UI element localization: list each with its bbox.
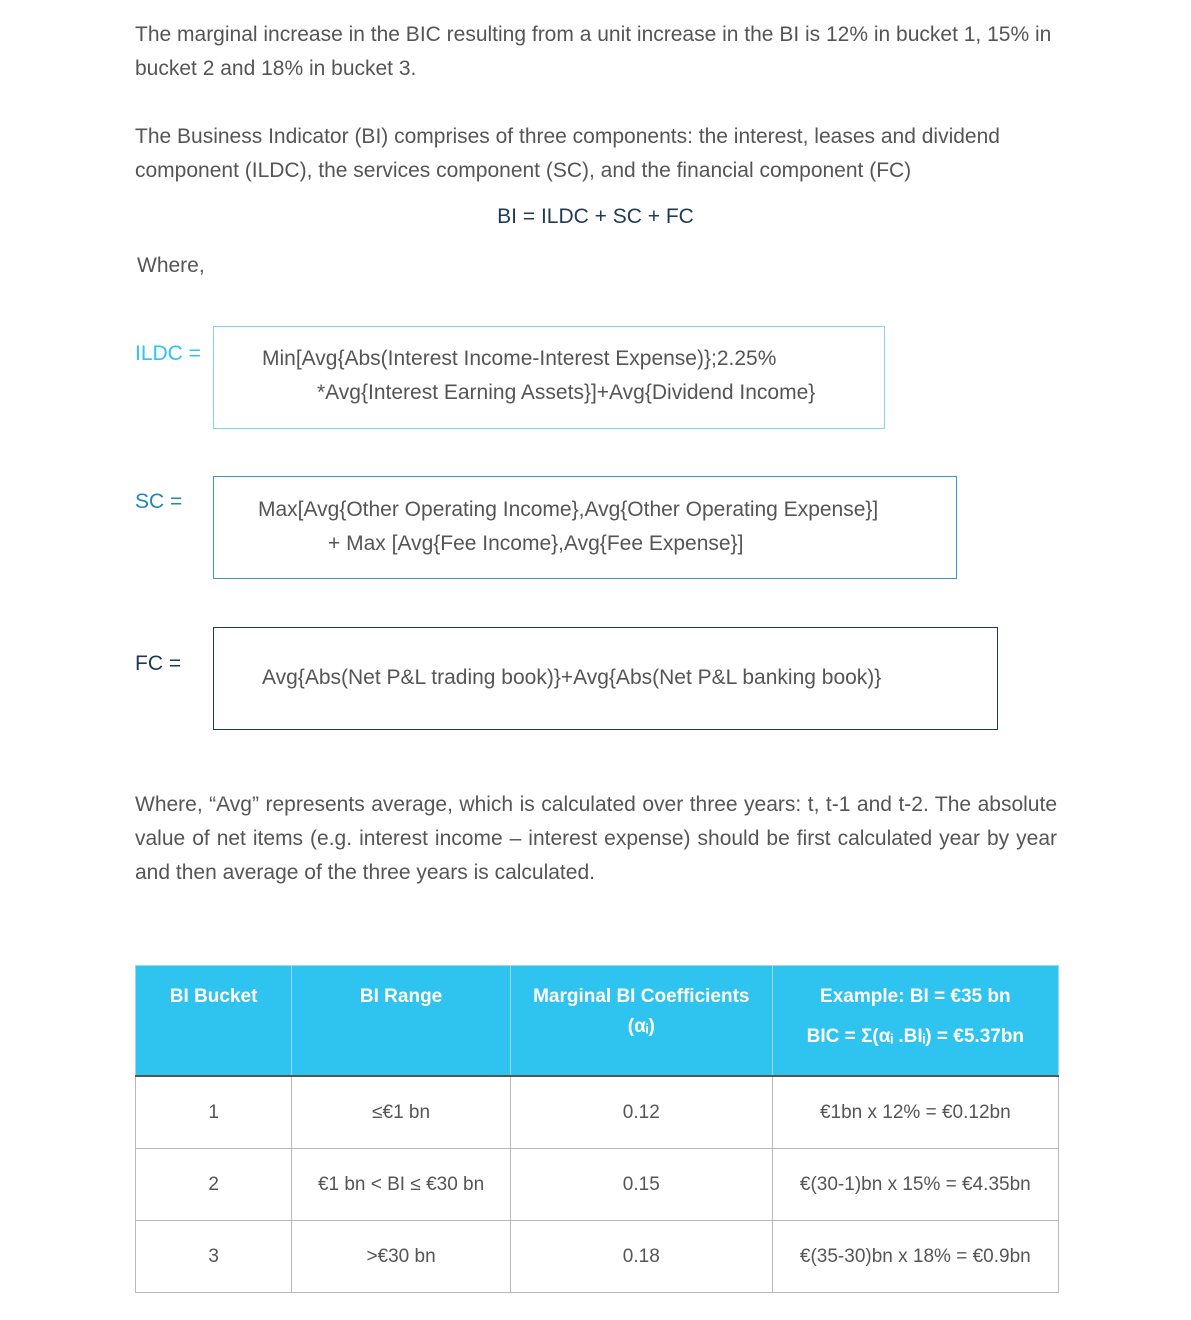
cell-example: €(30-1)bn x 15% = €4.35bn (772, 1149, 1058, 1221)
cell-example: €1bn x 12% = €0.12bn (772, 1076, 1058, 1149)
cell-bucket: 2 (136, 1149, 292, 1221)
sc-label: SC = (135, 490, 183, 513)
header-bi-bucket: BI Bucket (136, 966, 292, 1077)
average-note-paragraph: Where, “Avg” represents average, which is calculated over three years: t, t-1 and t-2. The absolute value of net items (e.g. interest income – interest expense) should be first calculated year by year and then average of the three years is calculated. (135, 793, 1057, 884)
sc-formula-line-2: + Max [Avg{Fee Income},Avg{Fee Expense}] (328, 532, 744, 555)
table-row (136, 1221, 1059, 1293)
header-coeff-symbol: (αᵢ) (627, 1016, 655, 1037)
ildc-label: ILDC = (135, 342, 201, 365)
header-example (772, 966, 1058, 1077)
header-example-line-2: BIC = Σ(αᵢ .BIᵢ) = €5.37bn (806, 1026, 1025, 1047)
ildc-formula-line-1: Min[Avg{Abs(Interest Income-Interest Expense)};2.25% (262, 347, 777, 370)
header-bi-range: BI Range (292, 966, 511, 1077)
bi-bucket-table (135, 965, 1059, 1293)
cell-range: >€30 bn (292, 1221, 511, 1293)
cell-bucket: 3 (136, 1221, 292, 1293)
table-header-row (136, 966, 1059, 1077)
fc-label: FC = (135, 652, 182, 675)
cell-bucket: 1 (136, 1076, 292, 1149)
header-marginal-coefficients (510, 966, 772, 1077)
cell-coeff: 0.15 (510, 1149, 772, 1221)
fc-formula-box (213, 627, 998, 730)
header-example-line-1: Example: BI = €35 bn (820, 986, 1011, 1007)
business-indicator-paragraph: The Business Indicator (BI) comprises of three components: the interest, leases and dividend component (ILDC), the services component (SC), and the financial component (FC) (135, 125, 1000, 182)
table-row (136, 1076, 1059, 1149)
cell-coeff: 0.18 (510, 1221, 772, 1293)
cell-example: €(35-30)bn x 18% = €0.9bn (772, 1221, 1058, 1293)
where-label: Where, (137, 254, 205, 277)
header-coeff-title: Marginal BI Coefficients (533, 986, 750, 1007)
ildc-formula-line-2: *Avg{Interest Earning Assets}]+Avg{Dividend Income} (317, 381, 816, 404)
cell-range: ≤€1 bn (292, 1076, 511, 1149)
marginal-increase-paragraph: The marginal increase in the BIC resulting from a unit increase in the BI is 12% in bucket 1, 15% in bucket 2 and 18% in bucket 3. (135, 23, 1052, 80)
fc-formula-line-1: Avg{Abs(Net P&L trading book)}+Avg{Abs(Net P&L banking book)} (262, 666, 882, 689)
ildc-formula-box (213, 326, 885, 429)
bi-formula: BI = ILDC + SC + FC (497, 205, 694, 228)
table-row (136, 1149, 1059, 1221)
sc-formula-line-1: Max[Avg{Other Operating Income},Avg{Other Operating Expense}] (258, 498, 879, 521)
cell-coeff: 0.12 (510, 1076, 772, 1149)
cell-range: €1 bn < BI ≤ €30 bn (292, 1149, 511, 1221)
sc-formula-box (213, 476, 957, 579)
